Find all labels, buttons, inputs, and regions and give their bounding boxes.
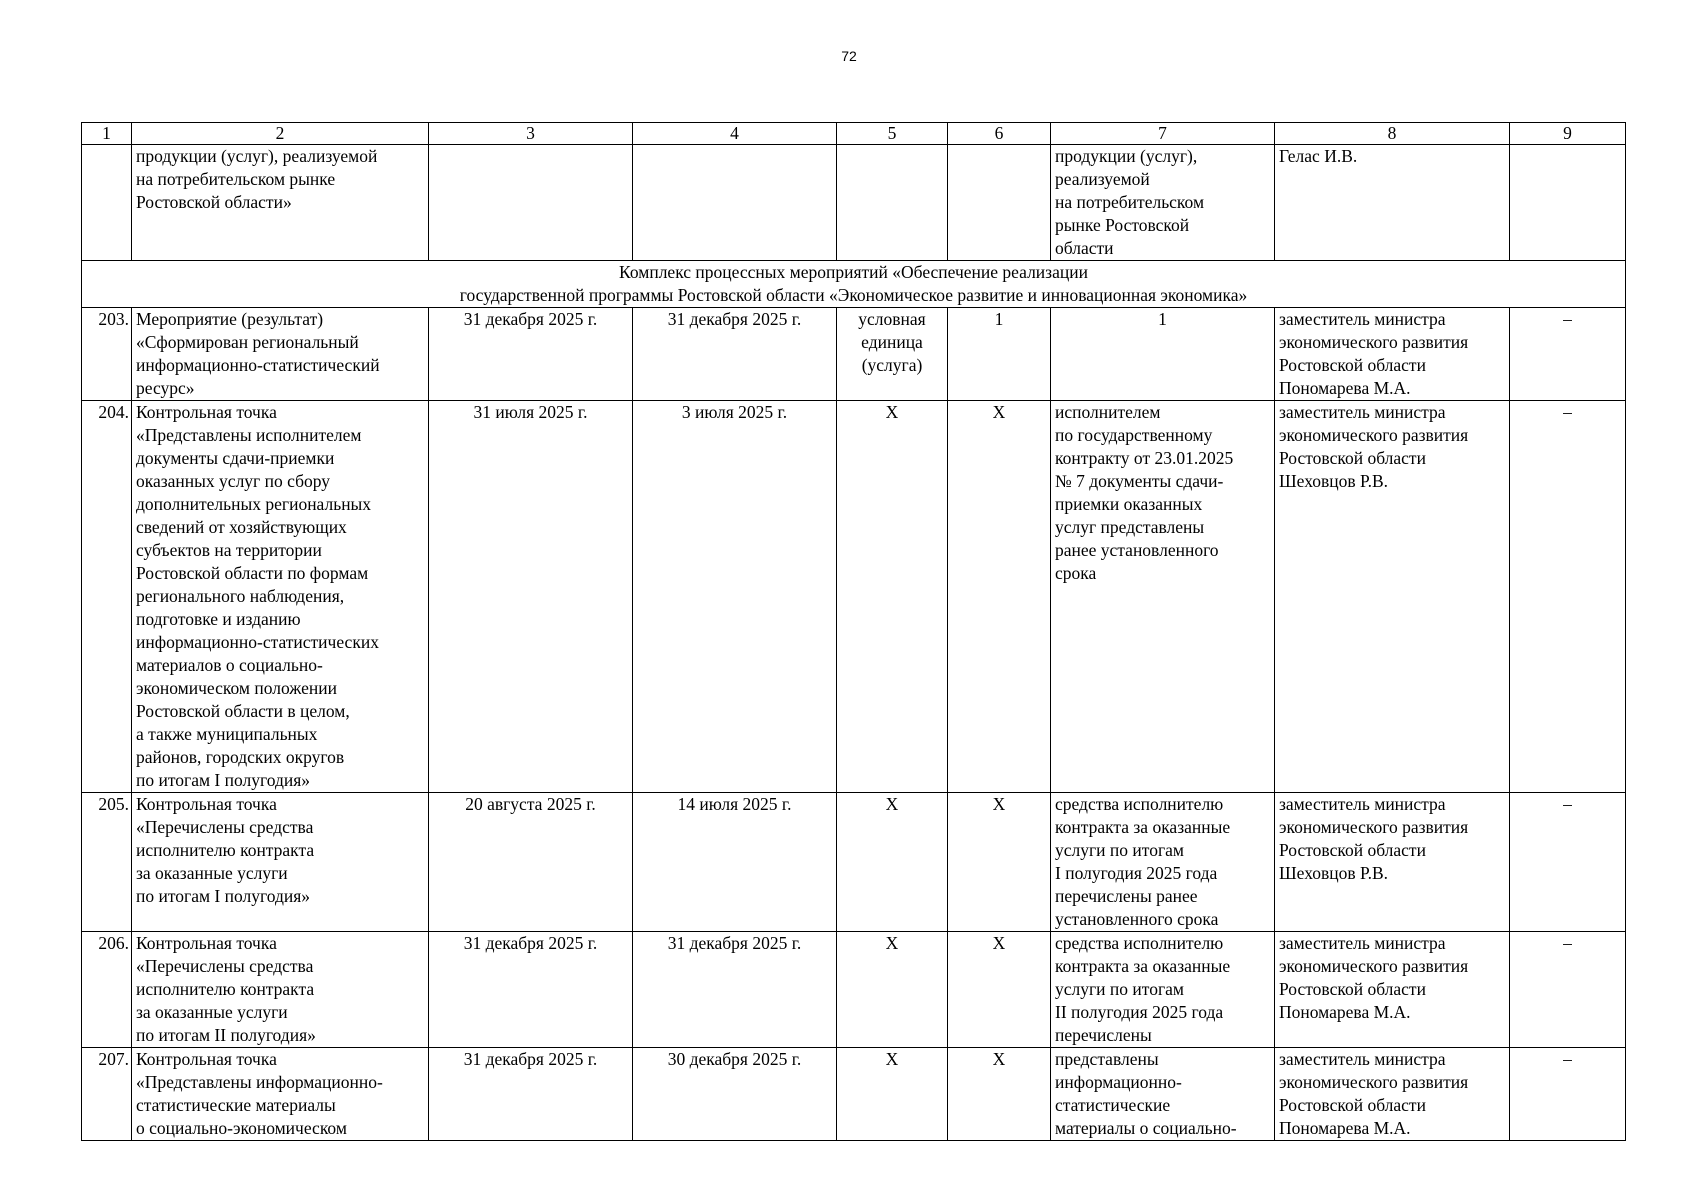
planned-date-cell bbox=[429, 145, 633, 261]
unit-cell bbox=[837, 145, 948, 261]
actual-date: 31 декабря 2025 г. bbox=[633, 308, 837, 401]
page-number: 72 bbox=[841, 48, 857, 64]
unit: Х bbox=[837, 793, 948, 932]
column-number: 5 bbox=[837, 123, 948, 145]
planned-date: 31 декабря 2025 г. bbox=[429, 1048, 633, 1141]
planned-date: 20 августа 2025 г. bbox=[429, 793, 633, 932]
table-row bbox=[82, 793, 1626, 932]
planned-date: 31 декабря 2025 г. bbox=[429, 308, 633, 401]
plan-value: Х bbox=[948, 932, 1051, 1048]
column-number-row bbox=[82, 123, 1626, 145]
responsible-cell: Гелас И.В. bbox=[1275, 145, 1510, 261]
responsible: заместитель министра экономического развития Ростовской области Пономарева М.А. bbox=[1275, 1048, 1510, 1141]
table-row bbox=[82, 308, 1626, 401]
planned-date: 31 декабря 2025 г. bbox=[429, 932, 633, 1048]
note: – bbox=[1510, 308, 1626, 401]
actual-date: 14 июля 2025 г. bbox=[633, 793, 837, 932]
column-number: 8 bbox=[1275, 123, 1510, 145]
report-table bbox=[81, 122, 1626, 1141]
unit: Х bbox=[837, 401, 948, 793]
row-number-cell bbox=[82, 145, 132, 261]
item-name: Контрольная точка «Представлены информационно- статистические материалы о социально-экономическом bbox=[132, 1048, 429, 1141]
item-name: Контрольная точка «Представлены исполнителем документы сдачи-приемки оказанных услуг по сбору дополнительных региональных сведений от хозяйствующих субъектов на территории Ростовской области по формам регионального наблюдения, подготовке и изданию информационно-статистических материалов о социально- экономическом положении Ростовской области в целом, а также муниципальных районов, городских округов по итогам I полугодия» bbox=[132, 401, 429, 793]
table-row bbox=[82, 932, 1626, 1048]
responsible: заместитель министра экономического развития Ростовской области Пономарева М.А. bbox=[1275, 932, 1510, 1048]
fact-value: средства исполнителю контракта за оказанные услуги по итогам II полугодия 2025 года перечислены bbox=[1051, 932, 1275, 1048]
note-cell bbox=[1510, 145, 1626, 261]
column-number: 1 bbox=[82, 123, 132, 145]
planned-date: 31 июля 2025 г. bbox=[429, 401, 633, 793]
table-row bbox=[82, 1048, 1626, 1141]
fact-value: исполнителем по государственному контракту от 23.01.2025 № 7 документы сдачи- приемки оказанных услуг представлены ранее установленного срока bbox=[1051, 401, 1275, 793]
unit: Х bbox=[837, 1048, 948, 1141]
section-row bbox=[82, 261, 1626, 308]
column-number: 6 bbox=[948, 123, 1051, 145]
responsible: заместитель министра экономического развития Ростовской области Шеховцов Р.В. bbox=[1275, 793, 1510, 932]
actual-date: 31 декабря 2025 г. bbox=[633, 932, 837, 1048]
plan-value: Х bbox=[948, 793, 1051, 932]
responsible: заместитель министра экономического развития Ростовской области Пономарева М.А. bbox=[1275, 308, 1510, 401]
actual-date: 3 июля 2025 г. bbox=[633, 401, 837, 793]
plan-value: Х bbox=[948, 1048, 1051, 1141]
fact-value: представлены информационно- статистические материалы о социально- bbox=[1051, 1048, 1275, 1141]
row-number: 204. bbox=[82, 401, 132, 793]
column-number: 9 bbox=[1510, 123, 1626, 145]
unit: Х bbox=[837, 932, 948, 1048]
item-name: Контрольная точка «Перечислены средства исполнителю контракта за оказанные услуги по итогам II полугодия» bbox=[132, 932, 429, 1048]
column-number: 4 bbox=[633, 123, 837, 145]
note: – bbox=[1510, 401, 1626, 793]
continuation-row bbox=[82, 145, 1626, 261]
row-number: 205. bbox=[82, 793, 132, 932]
item-name: Контрольная точка «Перечислены средства исполнителю контракта за оказанные услуги по итогам I полугодия» bbox=[132, 793, 429, 932]
note: – bbox=[1510, 793, 1626, 932]
column-number: 3 bbox=[429, 123, 633, 145]
actual-date-cell bbox=[633, 145, 837, 261]
row-number: 207. bbox=[82, 1048, 132, 1141]
plan-cell bbox=[948, 145, 1051, 261]
plan-value: Х bbox=[948, 401, 1051, 793]
table-row bbox=[82, 401, 1626, 793]
section-title: Комплекс процессных мероприятий «Обеспечение реализации государственной программы Ростовской области «Экономическое развитие и инновационная экономика» bbox=[82, 261, 1626, 308]
fact-cell: продукции (услуг), реализуемой на потребительском рынке Ростовской области bbox=[1051, 145, 1275, 261]
row-number: 206. bbox=[82, 932, 132, 1048]
responsible: заместитель министра экономического развития Ростовской области Шеховцов Р.В. bbox=[1275, 401, 1510, 793]
item-name-cell: продукции (услуг), реализуемой на потребительском рынке Ростовской области» bbox=[132, 145, 429, 261]
column-number: 7 bbox=[1051, 123, 1275, 145]
plan-value: 1 bbox=[948, 308, 1051, 401]
item-name: Мероприятие (результат) «Сформирован региональный информационно-статистический ресурс» bbox=[132, 308, 429, 401]
fact-value: средства исполнителю контракта за оказанные услуги по итогам I полугодия 2025 года перечислены ранее установленного срока bbox=[1051, 793, 1275, 932]
column-number: 2 bbox=[132, 123, 429, 145]
unit: условная единица (услуга) bbox=[837, 308, 948, 401]
fact-value: 1 bbox=[1051, 308, 1275, 401]
note: – bbox=[1510, 1048, 1626, 1141]
row-number: 203. bbox=[82, 308, 132, 401]
actual-date: 30 декабря 2025 г. bbox=[633, 1048, 837, 1141]
note: – bbox=[1510, 932, 1626, 1048]
